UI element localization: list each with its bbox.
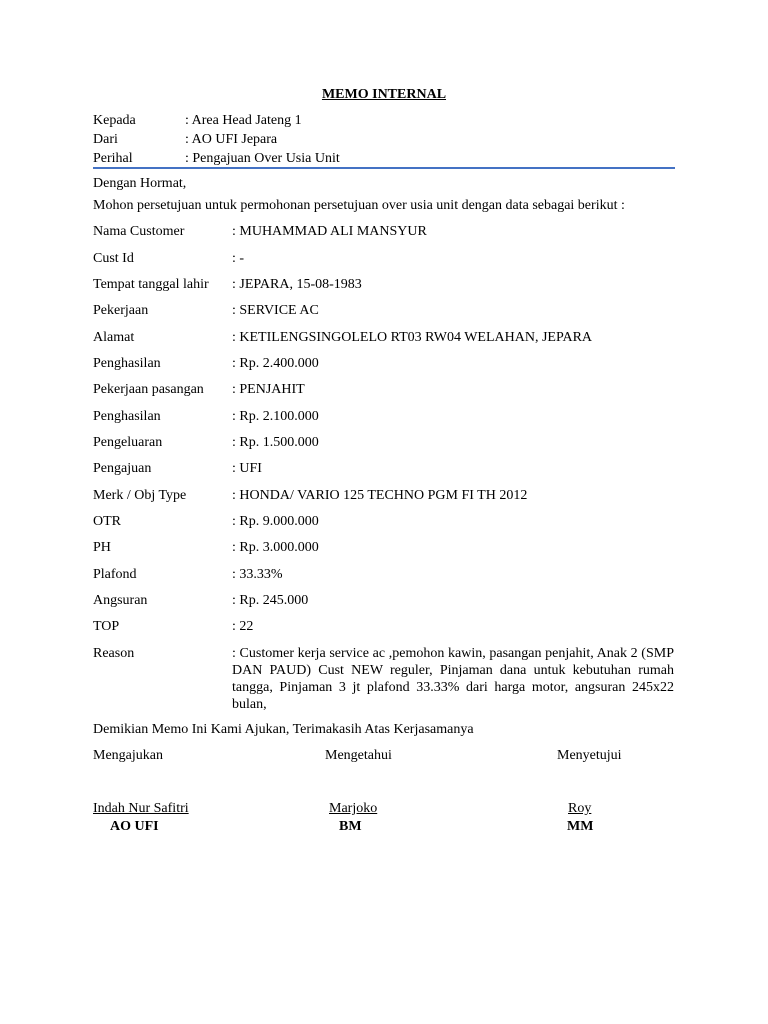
header-value: : Area Head Jateng 1 <box>185 113 302 128</box>
signatory-name: Marjoko <box>329 801 378 816</box>
field-label: PH <box>93 540 111 555</box>
field-label: Pekerjaan pasangan <box>93 382 204 397</box>
field-row <box>93 566 675 584</box>
field-label: Penghasilan <box>93 356 161 371</box>
field-value: : KETILENGSINGOLELO RT03 RW04 WELAHAN, JEPARA <box>232 330 593 345</box>
field-row <box>93 592 675 610</box>
field-label: Pengajuan <box>93 461 152 476</box>
field-row <box>93 329 675 347</box>
field-row <box>93 302 675 320</box>
closing-text: Demikian Memo Ini Kami Ajukan, Terimakasih Atas Kerjasamanya <box>93 722 474 737</box>
field-row <box>93 276 675 294</box>
signature-heading-mengetahui: Mengetahui <box>325 748 392 763</box>
memo-page <box>93 0 675 1024</box>
field-value: : - <box>232 251 245 266</box>
field-value: : PENJAHIT <box>232 382 305 397</box>
field-label: Nama Customer <box>93 224 185 239</box>
field-value: : 22 <box>232 619 254 634</box>
header-label: Dari <box>93 132 118 147</box>
field-row <box>93 250 675 268</box>
field-label: Cust Id <box>93 251 134 266</box>
field-row <box>93 223 675 241</box>
field-value: : SERVICE AC <box>232 303 319 318</box>
field-value: : Rp. 1.500.000 <box>232 435 319 450</box>
field-row <box>93 460 675 478</box>
field-label: Angsuran <box>93 593 148 608</box>
field-row <box>93 513 675 531</box>
signatory-role: MM <box>567 819 594 834</box>
field-value: : Rp. 2.100.000 <box>232 409 319 424</box>
field-row <box>93 618 675 636</box>
signatory-name: Roy <box>568 801 592 816</box>
field-label: OTR <box>93 514 121 529</box>
field-label: Penghasilan <box>93 409 161 424</box>
field-label: Alamat <box>93 330 135 345</box>
field-value: : 33.33% <box>232 567 283 582</box>
field-value: : JEPARA, 15-08-1983 <box>232 277 362 292</box>
field-label: Merk / Obj Type <box>93 488 187 503</box>
signatory-role: BM <box>339 819 362 834</box>
signatory-role: AO UFI <box>110 819 159 834</box>
field-row-reason <box>93 645 675 712</box>
field-label: Pengeluaran <box>93 435 163 450</box>
header-value: : Pengajuan Over Usia Unit <box>185 151 340 166</box>
field-label: Tempat tanggal lahir <box>93 277 209 292</box>
reason-text: : Customer kerja service ac ,pemohon kawin, pasangan penjahit, Anak 2 (SMP DAN PAUD) Cust NEW reguler, Pinjaman dana untuk kebutuhan rumah tangga, Pinjaman 3 jt plafond 33.33% dari harga motor, angsuran 245x22 bulan, <box>232 646 674 712</box>
greeting: Dengan Hormat, <box>93 176 187 191</box>
header-value: : AO UFI Jepara <box>185 132 278 147</box>
field-label: TOP <box>93 619 120 634</box>
header-divider <box>93 167 675 169</box>
field-label: Plafond <box>93 567 137 582</box>
field-value: : Rp. 3.000.000 <box>232 540 319 555</box>
field-value: : Rp. 2.400.000 <box>232 356 319 371</box>
signatory-name: Indah Nur Safitri <box>93 801 189 816</box>
field-value: : Rp. 9.000.000 <box>232 514 319 529</box>
field-value: : HONDA/ VARIO 125 TECHNO PGM FI TH 2012 <box>232 488 528 503</box>
field-row <box>93 487 675 505</box>
field-row <box>93 381 675 399</box>
field-value: : UFI <box>232 461 262 476</box>
field-label: Pekerjaan <box>93 303 149 318</box>
memo-title: MEMO INTERNAL <box>321 87 447 102</box>
intro-text: Mohon persetujuan untuk permohonan persetujuan over usia unit dengan data sebagai berikut : <box>93 198 625 213</box>
field-row <box>93 434 675 452</box>
signature-heading-mengajukan: Mengajukan <box>93 748 163 763</box>
field-row <box>93 539 675 557</box>
field-value: : Rp. 245.000 <box>232 593 309 608</box>
header-label: Perihal <box>93 151 133 166</box>
header-label: Kepada <box>93 113 136 128</box>
field-row <box>93 408 675 426</box>
field-row <box>93 355 675 373</box>
field-value: : MUHAMMAD ALI MANSYUR <box>232 224 427 239</box>
field-label: Reason <box>93 646 135 661</box>
signature-heading-menyetujui: Menyetujui <box>557 748 622 763</box>
